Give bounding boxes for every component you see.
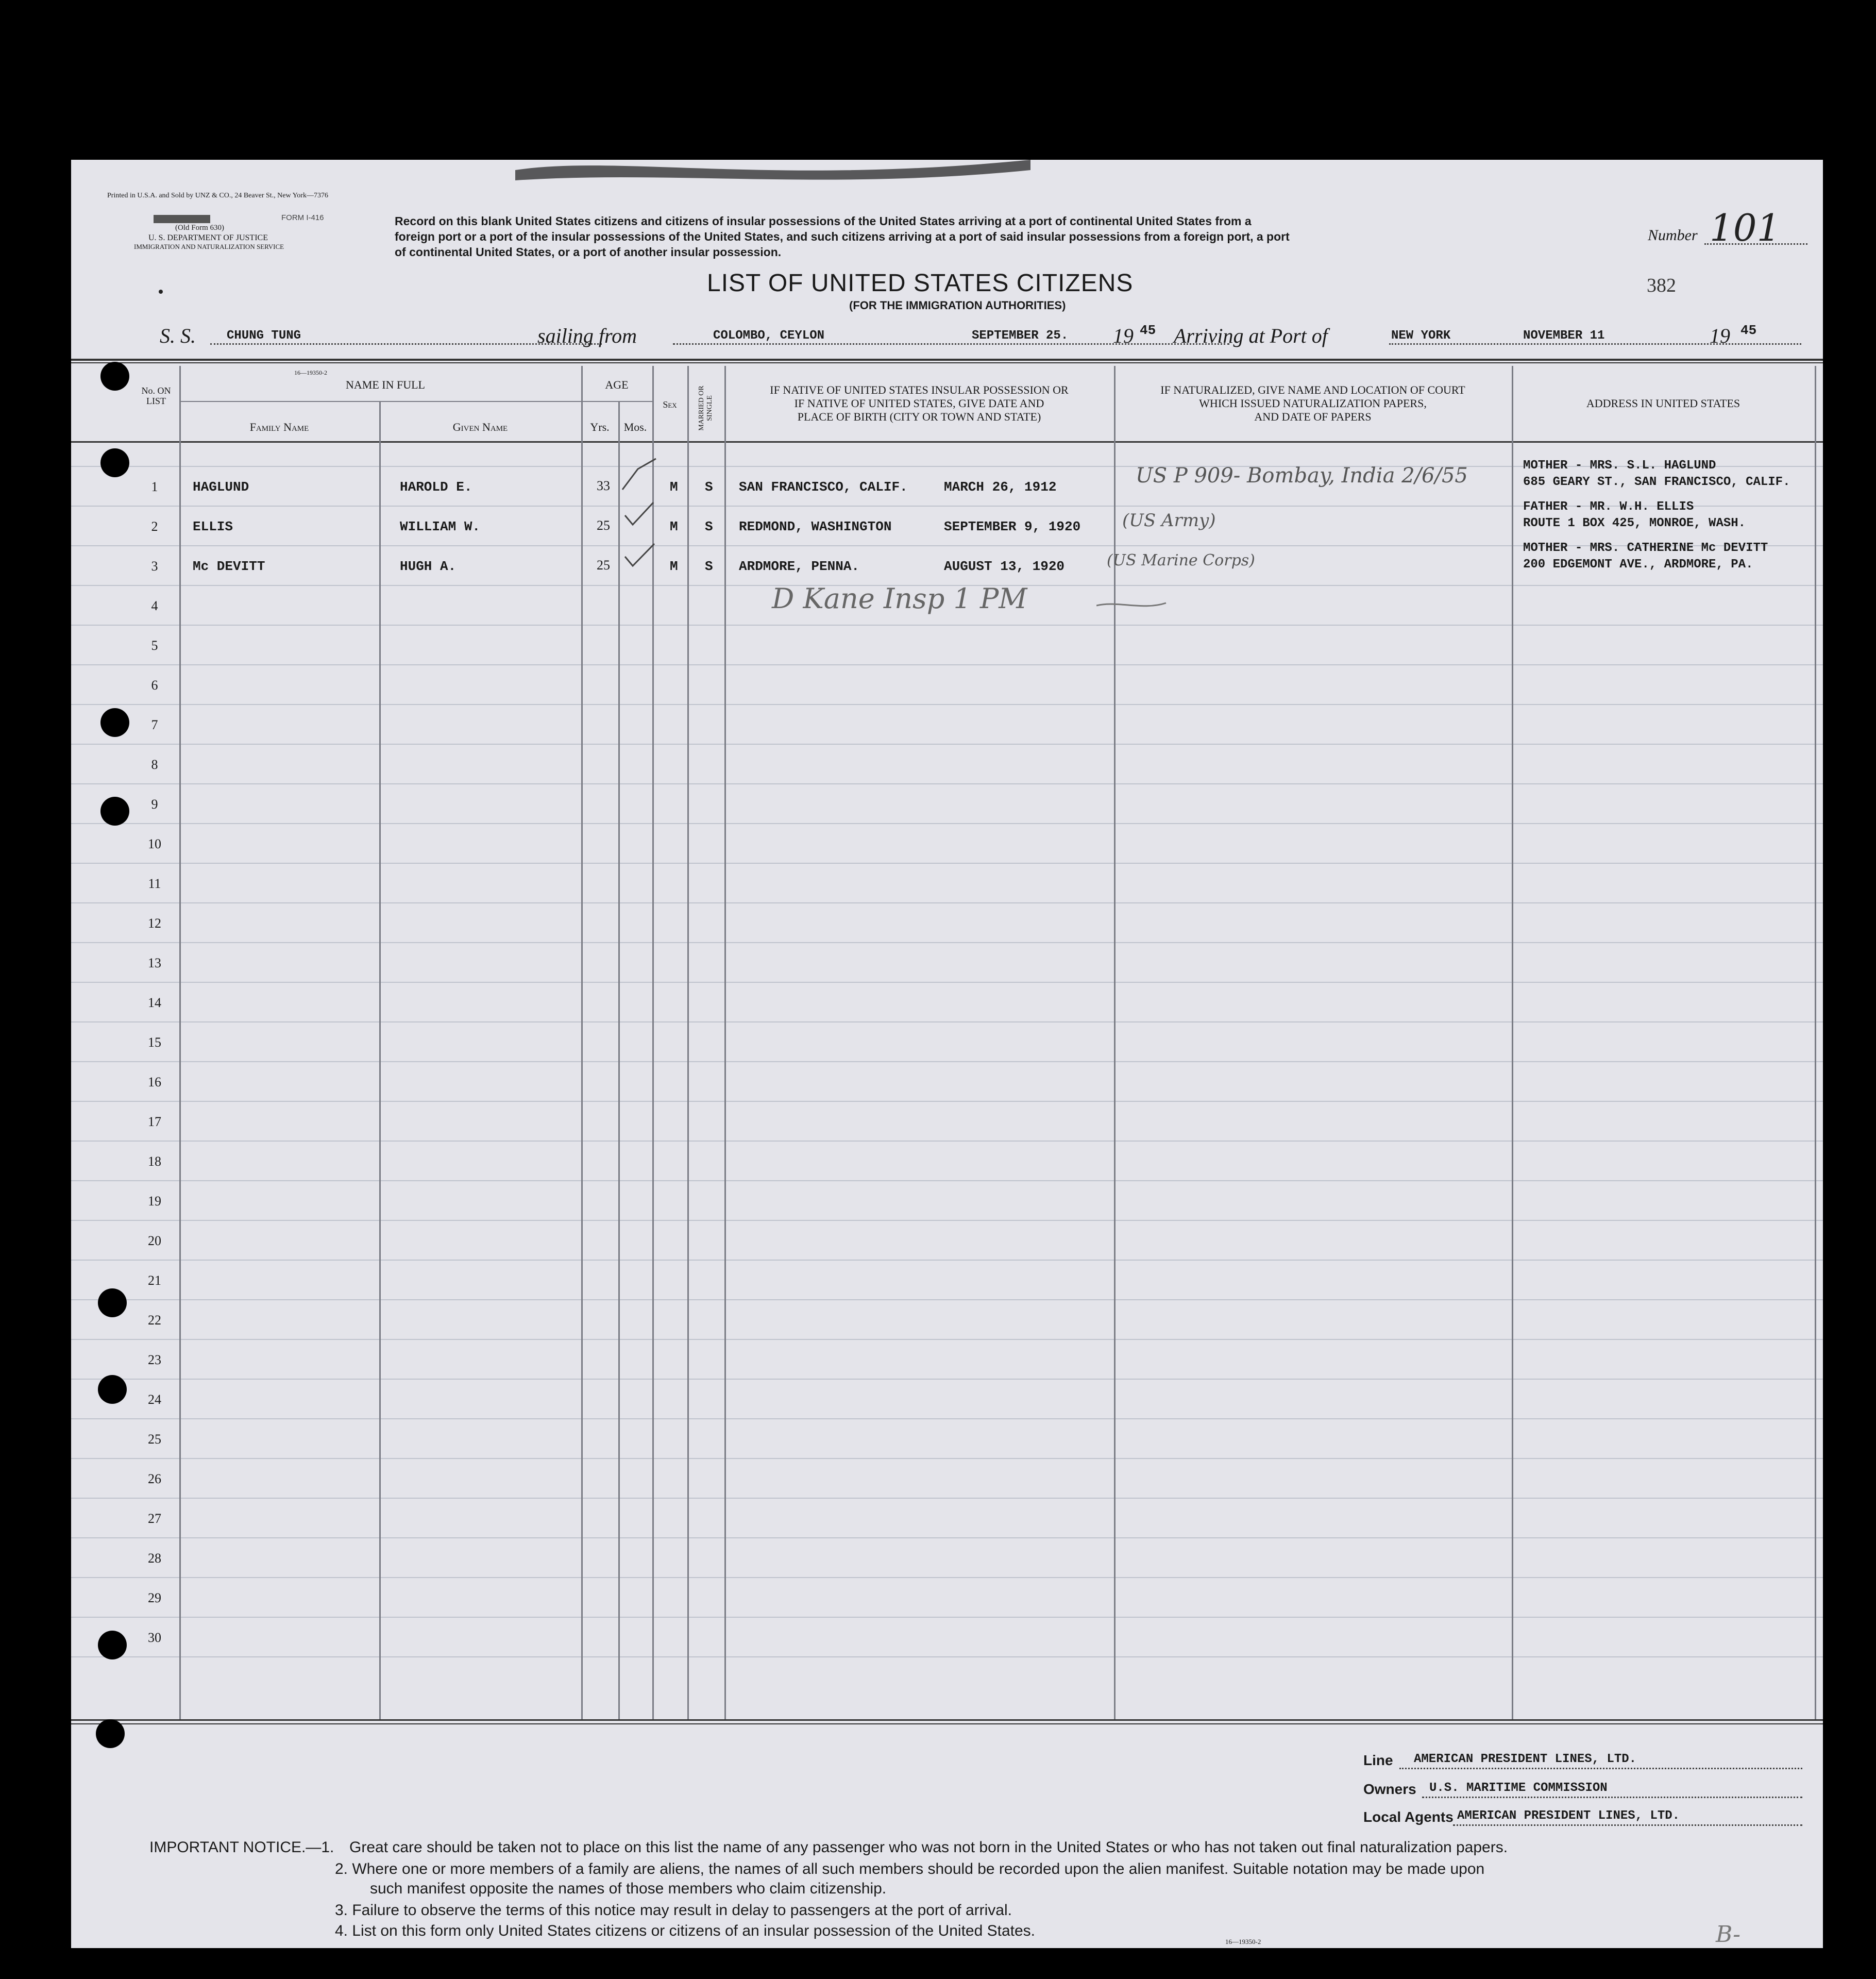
- birth-header: [724, 383, 1114, 424]
- address-line-1: MOTHER - MRS. S.L. HAGLUND: [1523, 459, 1716, 473]
- notice-item-2a: 2. Where one or more members of a family are aliens, the names of all such members should be recorded upon the alien manifest. Suitable notation may be made upon: [335, 1860, 1485, 1877]
- row-number: 13: [148, 955, 161, 970]
- naturalization-header: [1114, 383, 1512, 424]
- punch-hole: [100, 708, 129, 737]
- number-value: 101: [1710, 206, 1781, 249]
- corner-mark: B-: [1716, 1921, 1741, 1948]
- arrival-year: 45: [1740, 323, 1757, 338]
- departure-year: 45: [1140, 323, 1156, 338]
- yrs-header: Yrs.: [590, 421, 610, 433]
- marital-status: S: [705, 519, 713, 534]
- address-line-1: FATHER - MR. W.H. ELLIS: [1523, 500, 1694, 514]
- name-age-underline: [179, 401, 652, 402]
- row-number: 9: [151, 797, 158, 812]
- address-line-2: 685 GEARY ST., SAN FRANCISCO, CALIF.: [1523, 475, 1790, 489]
- row-rule: [71, 1180, 1823, 1181]
- row-rule: [71, 902, 1823, 903]
- row-number: 8: [151, 757, 158, 772]
- col-divider: [581, 366, 583, 1719]
- instruction-line: Record on this blank United States citizens and citizens of insular possessions of the United States arriving at a port of continental United States from a: [395, 214, 1252, 228]
- family-name: ELLIS: [193, 519, 233, 534]
- row-number: 12: [148, 916, 161, 931]
- birth-header-line: IF NATIVE OF UNITED STATES, GIVE DATE AND: [794, 397, 1044, 410]
- stamp-number: 382: [1647, 275, 1676, 296]
- address-line-2: ROUTE 1 BOX 425, MONROE, WASH.: [1523, 516, 1746, 530]
- row-number: 6: [151, 678, 158, 693]
- sex-header: Sex: [663, 399, 677, 410]
- family-name: HAGLUND: [193, 479, 249, 495]
- row-rule: [71, 1656, 1823, 1657]
- natur-header-line: AND DATE OF PAPERS: [1254, 410, 1372, 423]
- natur-header-line: IF NATURALIZED, GIVE NAME AND LOCATION OF COURT: [1160, 383, 1465, 396]
- row-rule: [71, 1379, 1823, 1380]
- table-top-border-2: [71, 362, 1823, 363]
- sex: M: [670, 479, 678, 495]
- service: IMMIGRATION AND NATURALIZATION SERVICE: [134, 243, 284, 250]
- notice-heading: IMPORTANT NOTICE.—1.: [149, 1839, 334, 1856]
- row-number: 1: [151, 479, 158, 494]
- col-divider: [1512, 366, 1513, 1719]
- col-divider: [724, 366, 726, 1719]
- sailing-label: sailing from: [537, 324, 637, 347]
- given-name: HAROLD E.: [400, 479, 472, 495]
- family-name-header: Family Name: [249, 421, 309, 433]
- row-rule: [71, 1537, 1823, 1538]
- row-rule: [71, 744, 1823, 745]
- marital-status: S: [705, 479, 713, 495]
- row-rule: [71, 1260, 1823, 1261]
- punch-hole: [100, 448, 129, 477]
- line-value: AMERICAN PRESIDENT LINES, LTD.: [1414, 1752, 1637, 1766]
- punch-hole: [96, 1719, 125, 1748]
- row-number: 23: [148, 1352, 161, 1367]
- manifest-page: [71, 160, 1823, 1948]
- row-number: 21: [148, 1273, 161, 1288]
- row-number: 10: [148, 836, 161, 851]
- punch-hole: [98, 1288, 127, 1317]
- naturalization: (US Army): [1122, 510, 1216, 531]
- inspector-note-underline: [1096, 598, 1169, 613]
- table-bottom-border-2: [71, 1723, 1823, 1724]
- married-single-header: MARRIED OR SINGLE: [698, 385, 714, 431]
- punch-hole: [100, 362, 129, 391]
- given-name: HUGH A.: [400, 559, 457, 574]
- arrival-port: NEW YORK: [1391, 329, 1451, 343]
- row-number: 15: [148, 1035, 161, 1050]
- notice-item-3: 3. Failure to observe the terms of this notice may result in delay to passengers at the port of arrival.: [335, 1902, 1012, 1919]
- row-number: 19: [148, 1194, 161, 1209]
- header-bottom-border: [71, 441, 1823, 443]
- birth-header-line: PLACE OF BIRTH (CITY OR TOWN AND STATE): [797, 410, 1041, 423]
- row-rule: [71, 1220, 1823, 1221]
- row-number: 24: [148, 1392, 161, 1407]
- row-number: 7: [151, 717, 158, 732]
- punch-hole: [100, 797, 129, 826]
- row-number: 4: [151, 598, 158, 613]
- form-id: FORM I-416: [281, 213, 324, 222]
- row-rule: [71, 942, 1823, 943]
- sex: M: [670, 519, 678, 534]
- redacted-form-stamp: [154, 215, 210, 223]
- row-rule: [71, 1141, 1823, 1142]
- number-label: Number: [1648, 227, 1698, 244]
- row-number: 20: [148, 1233, 161, 1248]
- row-rule: [71, 1577, 1823, 1578]
- line-label: Line: [1363, 1752, 1393, 1768]
- row-rule: [71, 1339, 1823, 1340]
- col-divider: [618, 402, 620, 1719]
- row-rule: [71, 1617, 1823, 1618]
- arrival-year-prefix: 19: [1710, 324, 1730, 347]
- owners-label: Owners: [1363, 1781, 1416, 1797]
- instruction-line: foreign port or a port of the insular possessions of the United States, and such citizens arriving at a port of said insular possessions from a foreign port, a port: [395, 230, 1290, 243]
- row-number: 29: [148, 1590, 161, 1605]
- row-rule: [71, 1418, 1823, 1419]
- naturalization: (US Marine Corps): [1107, 551, 1255, 569]
- row-rule: [71, 863, 1823, 864]
- row-number: 11: [148, 876, 161, 891]
- birthdate: AUGUST 13, 1920: [944, 559, 1065, 574]
- row-number: 14: [148, 995, 161, 1010]
- row-rule: [71, 704, 1823, 705]
- row-number: 17: [148, 1114, 161, 1129]
- age-years: 33: [597, 478, 610, 493]
- birthdate: MARCH 26, 1912: [944, 479, 1057, 495]
- row-rule: [71, 625, 1823, 626]
- department: U. S. DEPARTMENT OF JUSTICE: [148, 233, 268, 242]
- age-years: 25: [597, 558, 610, 573]
- instructions: [395, 213, 1290, 260]
- old-form: (Old Form 630): [175, 224, 224, 232]
- row-rule: [71, 1498, 1823, 1499]
- sex: M: [670, 559, 678, 574]
- row-rule: [71, 982, 1823, 983]
- departure-year-prefix: 19: [1113, 324, 1134, 347]
- row-rule: [71, 783, 1823, 784]
- inspector-note: D Kane Insp 1 PM: [772, 582, 1027, 615]
- row-number: 5: [151, 638, 158, 653]
- row-number: 28: [148, 1551, 161, 1566]
- agents-label: Local Agents: [1363, 1809, 1454, 1825]
- row-number: 30: [148, 1630, 161, 1645]
- address-header: ADDRESS IN UNITED STATES: [1586, 397, 1740, 410]
- instruction-line: of continental United States, or a port of another insular possession.: [395, 245, 782, 259]
- notice-item-1: Great care should be taken not to place on this list the name of any passenger who was not born in the United States or who has not taken out final naturalization papers.: [349, 1839, 1508, 1856]
- notice-item-4: 4. List on this form only United States citizens or citizens of an insular possession of the United States.: [335, 1922, 1036, 1939]
- punch-hole: [98, 1631, 127, 1659]
- col-divider: [179, 366, 181, 1719]
- notice-item-2b: such manifest opposite the names of those members who claim citizenship.: [370, 1880, 887, 1897]
- ship-name: CHUNG TUNG: [227, 329, 301, 343]
- row-rule: [71, 1299, 1823, 1300]
- row-number: 27: [148, 1511, 161, 1526]
- ss-label: S. S.: [160, 324, 196, 347]
- check-marks: [617, 454, 664, 593]
- birthplace: SAN FRANCISCO, CALIF.: [739, 479, 908, 495]
- row-number: 2: [151, 519, 158, 534]
- departure-port: COLOMBO, CEYLON: [713, 329, 825, 343]
- row-rule: [71, 1021, 1823, 1022]
- natur-header-line: WHICH ISSUED NATURALIZATION PAPERS,: [1199, 397, 1427, 410]
- page-title: LIST OF UNITED STATES CITIZENS: [707, 270, 1134, 297]
- given-name-header: Given Name: [452, 421, 508, 433]
- row-number: 16: [148, 1075, 161, 1089]
- col-divider: [379, 402, 381, 1719]
- family-name: Mc DEVITT: [193, 559, 265, 574]
- printer-note: Printed in U.S.A. and Sold by UNZ & CO., 24 Beaver St., New York—7376: [107, 192, 328, 199]
- row-number: 22: [148, 1313, 161, 1328]
- row-rule: [71, 664, 1823, 665]
- address-line-2: 200 EDGEMONT AVE., ARDMORE, PA.: [1523, 558, 1753, 572]
- mos-header: Mos.: [623, 421, 647, 433]
- name-in-full-header: NAME IN FULL: [346, 378, 425, 391]
- form-code: 16—19350-2: [294, 369, 327, 376]
- row-number: 26: [148, 1471, 161, 1486]
- arriving-label: Arriving at Port of: [1174, 324, 1328, 347]
- table-top-border: [71, 359, 1823, 361]
- row-number: 18: [148, 1154, 161, 1169]
- table-bottom-border: [71, 1719, 1823, 1721]
- row-number: 3: [151, 559, 158, 574]
- departure-date: SEPTEMBER 25.: [972, 329, 1069, 343]
- row-rule: [71, 1061, 1823, 1062]
- birth-header-line: IF NATIVE OF UNITED STATES INSULAR POSSESSION OR: [770, 383, 1069, 396]
- age-years: 25: [597, 518, 610, 533]
- no-on-list-header: No. ON LIST: [141, 385, 171, 406]
- birthplace: ARDMORE, PENNA.: [739, 559, 860, 574]
- col-divider: [1815, 366, 1816, 1719]
- row-rule: [71, 1101, 1823, 1102]
- marital-status: S: [705, 559, 713, 574]
- row-number: 25: [148, 1432, 161, 1447]
- dot-mark: [159, 290, 163, 294]
- given-name: WILLIAM W.: [400, 519, 481, 534]
- col-divider: [687, 366, 689, 1719]
- agents-value: AMERICAN PRESIDENT LINES, LTD.: [1457, 1809, 1680, 1823]
- scan-smudge: [515, 155, 1030, 196]
- page-subtitle: (FOR THE IMMIGRATION AUTHORITIES): [849, 299, 1066, 312]
- footer-code: 16—19350-2: [1225, 1938, 1261, 1946]
- owners-value: U.S. MARITIME COMMISSION: [1429, 1781, 1608, 1795]
- naturalization: US P 909- Bombay, India 2/6/55: [1136, 464, 1468, 488]
- row-rule: [71, 823, 1823, 824]
- row-rule: [71, 1458, 1823, 1459]
- age-header: AGE: [605, 378, 629, 391]
- birthdate: SEPTEMBER 9, 1920: [944, 519, 1081, 534]
- punch-hole: [98, 1375, 127, 1404]
- address-line-1: MOTHER - MRS. CATHERINE Mc DEVITT: [1523, 541, 1768, 555]
- arrival-date: NOVEMBER 11: [1523, 329, 1605, 343]
- birthplace: REDMOND, WASHINGTON: [739, 519, 892, 534]
